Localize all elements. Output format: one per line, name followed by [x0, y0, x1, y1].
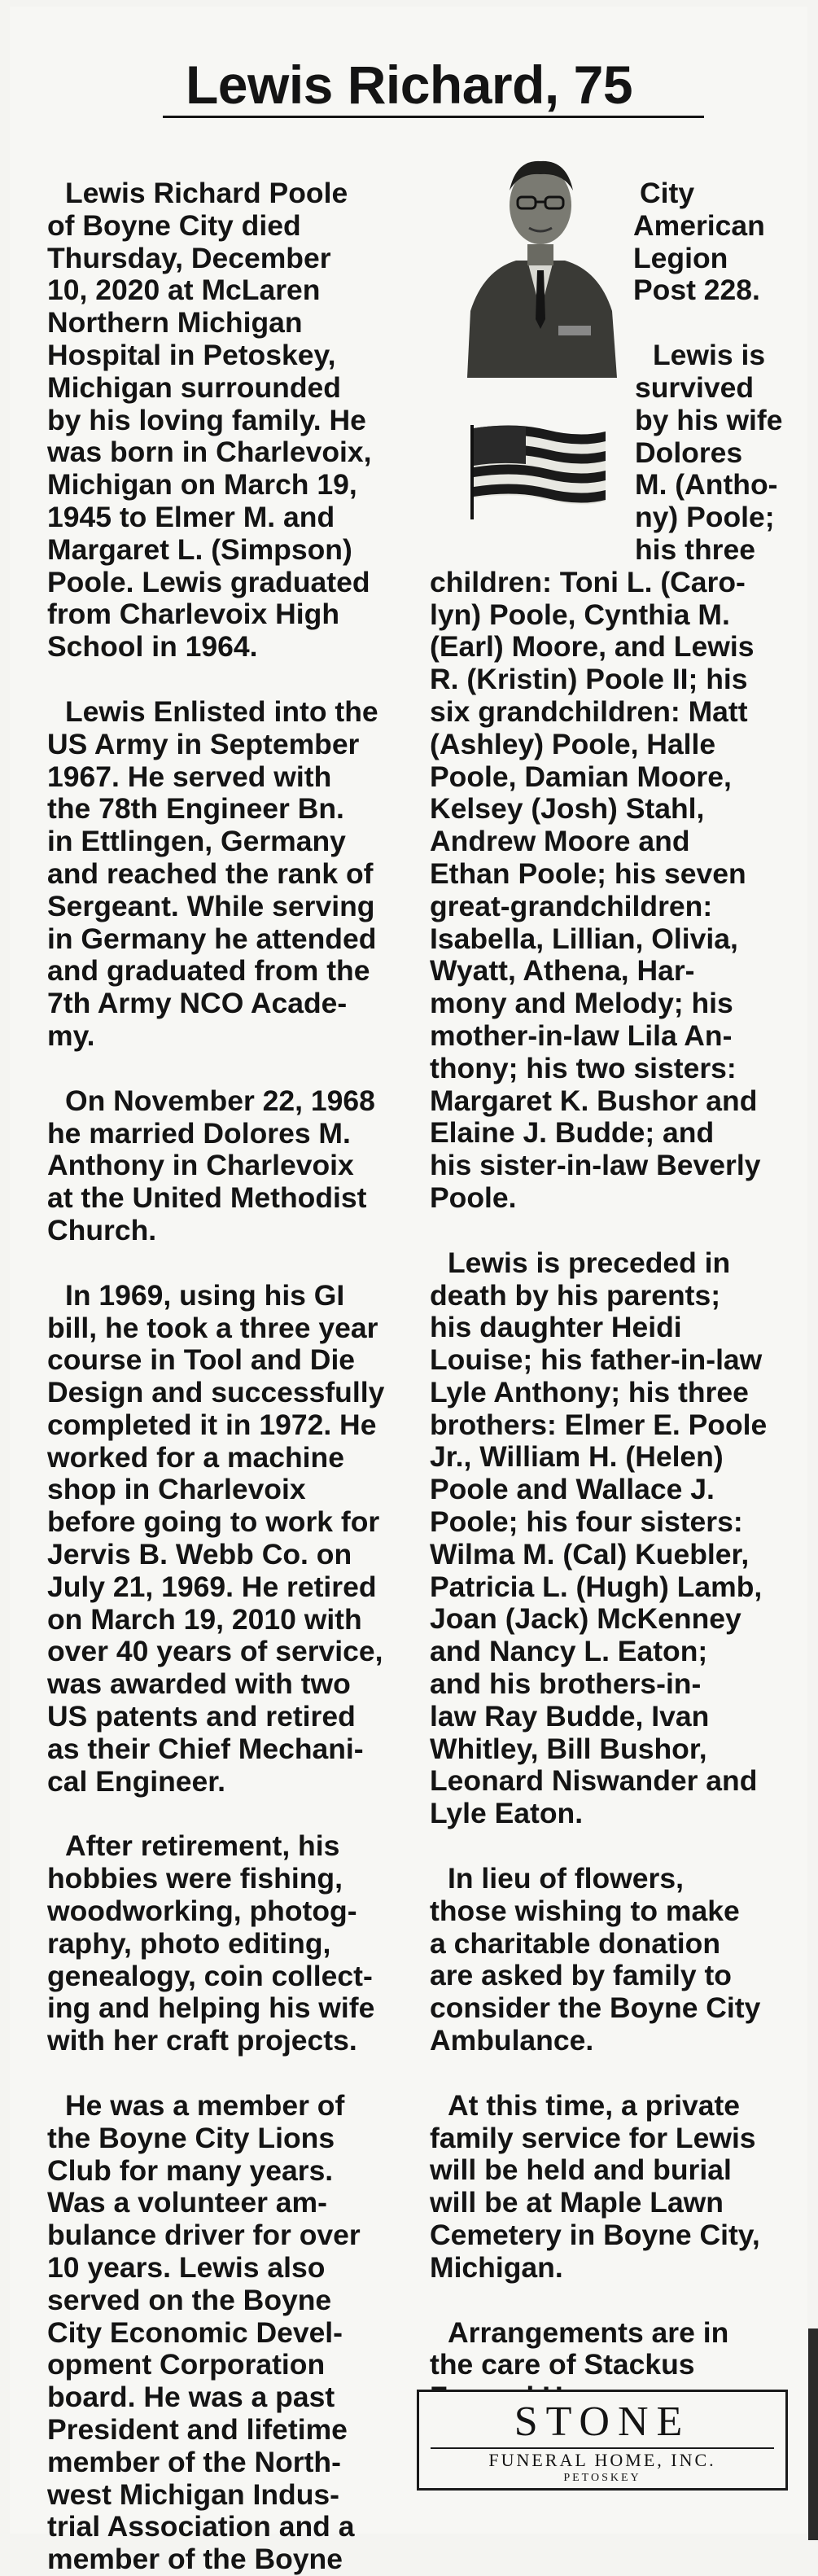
text-line [47, 1053, 438, 1085]
logo-name: STONE [514, 2399, 691, 2445]
text-line: with her craft projects. [47, 2024, 357, 2057]
text-line: genealogy, coin collect- [47, 1959, 373, 1992]
text-line: in Germany he attended [47, 922, 377, 955]
text-line: and Nancy L. Eaton; [430, 1635, 708, 1668]
text-line: On November 22, 1968 [65, 1084, 375, 1117]
text-line: and graduated from the [47, 954, 370, 988]
text-line: M. (Antho- [635, 468, 778, 502]
text-line: At this time, a private [448, 2088, 741, 2122]
text-line: Isabella, Lillian, Olivia, [430, 922, 738, 955]
text-line [430, 2057, 812, 2090]
text-line: Wyatt, Athena, Har- [430, 954, 695, 988]
text-line: Lyle Eaton. [430, 1797, 584, 1830]
text-line: at the United Methodist [47, 1181, 367, 1215]
text-line [430, 1830, 812, 1863]
text-line: his sister-in-law Beverly [430, 1149, 761, 1182]
text-line: mony and Melody; his [430, 987, 733, 1020]
text-line: shop in Charlevoix [47, 1473, 306, 1506]
text-line: 1945 to Elmer M. and [47, 500, 335, 533]
text-line: woodworking, photog- [47, 1895, 357, 1928]
text-line: bill, he took a three year [47, 1311, 378, 1344]
text-line: July 21, 1969. He retired [47, 1570, 377, 1603]
text-line: 10, 2020 at McLaren [47, 274, 321, 307]
text-line [430, 1215, 812, 1247]
text-line: Lewis is preceded in [448, 1246, 731, 1279]
text-line: Northern Michigan [47, 306, 303, 340]
text-line: Andrew Moore and [430, 825, 690, 858]
text-line: and his brothers-in- [430, 1667, 702, 1701]
text-line: hobbies were fishing, [47, 1862, 343, 1895]
text-line: lyn) Poole, Cynthia M. [430, 598, 730, 631]
text-line: School in 1964. [47, 630, 258, 664]
text-line: Dolores [635, 436, 743, 469]
text-line: Sergeant. While serving [47, 889, 375, 922]
text-line: law Ray Budde, Ivan [430, 1699, 710, 1733]
text-line [47, 664, 438, 696]
text-line: Legion [633, 241, 728, 274]
text-line: and reached the rank of [47, 856, 374, 890]
text-line: Post 228. [633, 274, 760, 307]
text-line: great-grandchildren: [430, 889, 713, 922]
text-line: Cemetery in Boyne City, [430, 2219, 760, 2252]
text-line: ing and helping his wife [47, 1991, 375, 2025]
text-line: death by his parents; [430, 1278, 721, 1312]
text-line: Poole. Lewis graduated [47, 565, 370, 598]
text-line: Church. [47, 1213, 157, 1246]
text-line: Poole. [430, 1181, 517, 1214]
text-line: Lewis is [653, 339, 766, 372]
text-line: opment Corporation [47, 2348, 326, 2381]
text-line: his three [635, 532, 755, 566]
text-line: children: Toni L. (Caro- [430, 565, 746, 598]
text-line: US patents and retired [47, 1700, 356, 1733]
text-line: Design and successfully [47, 1376, 385, 1409]
text-line: are asked by family to [430, 1959, 732, 1992]
text-line: Michigan on March 19, [47, 468, 357, 502]
text-line: Jr., William H. (Helen) [430, 1440, 724, 1474]
logo-subtitle: FUNERAL HOME, INC. [488, 2450, 716, 2470]
funeral-home-logo [417, 2390, 788, 2491]
text-line: consider the Boyne City [430, 1991, 761, 2025]
text-line: worked for a machine [47, 1440, 344, 1474]
text-line: Margaret K. Bushor and [430, 1084, 758, 1117]
text-line: Thursday, December [47, 241, 331, 274]
scan-edge [808, 2328, 818, 2540]
obituary-headline: Lewis Richard, 75 [185, 55, 633, 115]
text-line: on March 19, 2010 with [47, 1602, 362, 1636]
text-line: will be at Maple Lawn [430, 2186, 724, 2219]
text-line: board. He was a past [47, 2381, 335, 2414]
text-line: Louise; his father-in-law [430, 1343, 763, 1377]
text-line [47, 1247, 438, 1280]
text-line: will be held and burial [430, 2153, 732, 2187]
text-line: Ambulance. [430, 2024, 594, 2057]
logo-location: PETOSKEY [563, 2472, 641, 2484]
text-line: cal Engineer. [47, 1764, 226, 1798]
text-line: course in Tool and Die [47, 1343, 356, 1377]
text-line: Club for many years. [47, 2153, 334, 2187]
text-line: In 1969, using his GI [65, 1278, 345, 1312]
text-line: Was a volunteer am- [47, 2186, 327, 2219]
text-line: (Earl) Moore, and Lewis [430, 630, 755, 664]
text-line: member of the Boyne [47, 2543, 343, 2576]
text-line: those wishing to make [430, 1894, 740, 1927]
military-portrait-photo [459, 148, 622, 378]
text-line: Michigan surrounded [47, 370, 341, 404]
text-line: Leonard Niswander and [430, 1764, 758, 1798]
text-line: my. [47, 1019, 95, 1052]
text-line: over 40 years of service, [47, 1635, 383, 1668]
text-line: Poole; his four sisters: [430, 1505, 743, 1539]
text-line: 7th Army NCO Acade- [47, 987, 348, 1020]
text-line [430, 2285, 812, 2317]
text-line: Patricia L. (Hugh) Lamb, [430, 1570, 763, 1603]
text-line: 1967. He served with [47, 760, 332, 793]
text-line: member of the North- [47, 2445, 341, 2478]
text-line: He was a member of [65, 2089, 345, 2123]
text-line: a charitable donation [430, 1926, 721, 1960]
text-line: Lyle Anthony; his three [430, 1375, 749, 1408]
text-line: family service for Lewis [430, 2121, 756, 2154]
text-line: Jervis B. Webb Co. on [47, 1538, 352, 1571]
text-line: six grandchildren: Matt [430, 694, 748, 728]
text-line: his daughter Heidi [430, 1311, 682, 1344]
text-line: thony; his two sisters: [430, 1051, 737, 1084]
text-line: he married Dolores M. [47, 1116, 351, 1150]
text-line: Ethan Poole; his seven [430, 856, 746, 890]
text-line: 10 years. Lewis also [47, 2251, 326, 2285]
text-line: bulance driver for over [47, 2219, 361, 2252]
text-line: City Economic Devel- [47, 2315, 343, 2349]
text-line: City [640, 177, 695, 209]
text-line: Poole and Wallace J. [430, 1473, 715, 1506]
text-line: Michigan. [430, 2250, 563, 2284]
text-line: raphy, photo editing, [47, 1926, 331, 1960]
text-line: from Charlevoix High [47, 598, 340, 631]
text-line: Lewis Richard Poole [65, 177, 348, 209]
text-line: survived [635, 370, 755, 404]
text-line: ny) Poole; [635, 501, 775, 534]
text-line: was born in Charlevoix, [47, 436, 372, 469]
text-line: Joan (Jack) McKenney [430, 1602, 741, 1636]
text-line: brothers: Elmer E. Poole [430, 1408, 768, 1441]
text-line: Lewis Enlisted into the [65, 694, 378, 728]
text-line: Arrangements are in [448, 2315, 729, 2349]
text-line: completed it in 1972. He [47, 1408, 377, 1441]
text-line: served on the Boyne [47, 2283, 332, 2316]
text-line: by his wife [635, 403, 783, 436]
text-line: mother-in-law Lila An- [430, 1019, 733, 1052]
text-line: Anthony in Charlevoix [47, 1149, 354, 1182]
text-line: In lieu of flowers, [448, 1862, 684, 1895]
text-line: by his loving family. He [47, 403, 366, 436]
text-line: After retirement, his [65, 1829, 340, 1863]
text-line: Elaine J. Budde; and [430, 1116, 715, 1150]
text-line: the Boyne City Lions [47, 2121, 335, 2154]
text-line: (Ashley) Poole, Halle [430, 727, 716, 760]
text-line: of Boyne City died [47, 208, 301, 242]
text-line: American [633, 208, 765, 242]
text-line: Whitley, Bill Bushor, [430, 1732, 707, 1765]
text-line: in Ettlingen, Germany [47, 825, 346, 858]
text-line: Poole, Damian Moore, [430, 760, 732, 793]
text-line: west Michigan Indus- [47, 2477, 339, 2511]
text-line: before going to work for [47, 1505, 380, 1539]
left-column [47, 177, 438, 2576]
text-line: the 78th Engineer Bn. [47, 792, 344, 826]
text-line: Kelsey (Josh) Stahl, [430, 792, 705, 826]
text-line [47, 2057, 438, 2090]
text-line: trial Association and a [47, 2510, 355, 2543]
text-line: US Army in September [47, 727, 360, 760]
text-line: President and lifetime [47, 2413, 348, 2446]
text-line: R. (Kristin) Poole II; his [430, 663, 748, 696]
text-line: Hospital in Petoskey, [47, 338, 336, 371]
text-line: was awarded with two [47, 1667, 351, 1701]
american-flag-icon [466, 422, 609, 519]
text-line: as their Chief Mechani- [47, 1732, 364, 1765]
text-line [47, 1798, 438, 1830]
text-line: the care of Stackus [430, 2348, 695, 2381]
text-line: Margaret L. (Simpson) [47, 532, 352, 566]
headline-underline [163, 116, 704, 118]
text-line: Wilma M. (Cal) Kuebler, [430, 1537, 750, 1571]
